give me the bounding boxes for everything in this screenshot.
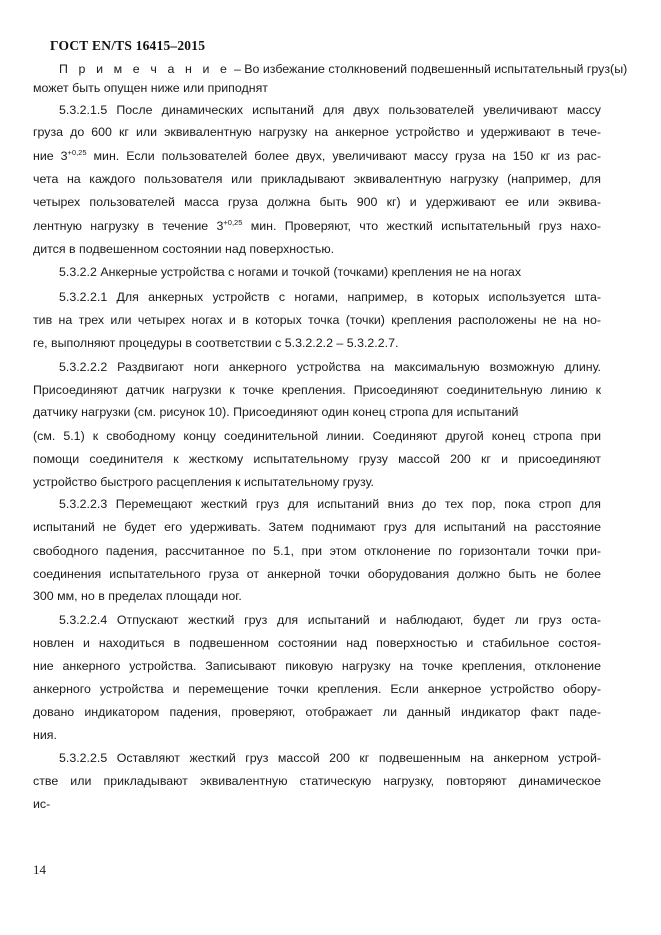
- text-span: мин. Если пользователей более двух, увеличивают массу груза на 150 кг из рас-: [86, 149, 601, 163]
- para-5-3-2-2-1-line-3: ге, выполняют процедуры в соответствии с 5.3.2.2.2 – 5.3.2.2.7.: [33, 336, 399, 350]
- para-5-3-2-2-2-line-3: датчику нагрузки (см. рисунок 10). Присоединяют один конец стропа для испытаний: [33, 405, 519, 419]
- note-line-1: [33, 61, 628, 77]
- para-5-3-2-2-4-line-4: анкерного устройства и перемещение точки крепления. Если анкерное устройство обору-: [33, 682, 601, 696]
- para-5-3-2-2-3-line-4: соединения испытательного груза от анкерной точки оборудования должно быть не более: [33, 567, 601, 581]
- para-5-3-2-2-4-line-2: новлен и находиться в подвешенном состоянии над поверхностью и стабильное состоя-: [33, 636, 601, 650]
- para-5-3-2-2-2-line-1: 5.3.2.2.2 Раздвигают ноги анкерного устройства на максимальную возможную длину.: [59, 360, 601, 374]
- para-5-3-2-2-4-line-1: 5.3.2.2.4 Отпускают жесткий груз для испытаний и наблюдают, будет ли груз оста-: [59, 613, 601, 627]
- para-5-3-2-1-5-line-7: дится в подвешенном состоянии над поверхностью.: [33, 242, 335, 256]
- para-5-3-2-2-4-line-6: ния.: [33, 728, 57, 742]
- para-5-3-2-2-2-line-6: устройство быстрого расцепления к испытательному грузу.: [33, 475, 374, 489]
- para-5-3-2-1-5-line-6: [33, 218, 601, 234]
- note-text: – Во избежание столкновений подвешенный испытательный груз(ы): [230, 62, 628, 76]
- note-label: П р и м е ч а н и е: [59, 62, 231, 76]
- para-5-3-2-1-5-line-4: чета на каждого пользователя или прикладывают эквивалентную нагрузку (например, для: [33, 172, 601, 186]
- para-5-3-2-2-5-line-1: 5.3.2.2.5 Оставляют жесткий груз массой 200 кг подвешенным на анкерном устрой-: [59, 751, 601, 765]
- para-5-3-2-2-2-line-2: Присоединяют датчик нагрузки к точке крепления. Присоединяют соединительную линию к: [33, 383, 601, 397]
- text-span: лентную нагрузку в течение 3: [33, 219, 224, 233]
- para-5-3-2-2-5-line-2: стве или прикладывают эквивалентную статическую нагрузку, повторяют динамическое: [33, 774, 601, 788]
- page-number: 14: [33, 862, 46, 877]
- para-5-3-2-2-1-line-2: тив на трех или четырех ногах и в которых точка (точки) крепления расположены не на но-: [33, 313, 601, 327]
- para-5-3-2-2-3-line-3: свободного падения, рассчитанное по 5.1, при этом отклонение по горизонтали точки при-: [33, 544, 601, 558]
- superscript: +0,25: [223, 218, 243, 227]
- note-line-2: может быть опущен ниже или приподнят: [33, 81, 268, 95]
- para-5-3-2-1-5-line-5: четырех пользователей масса груза должна быть 900 кг) и удерживают ее или эквива-: [33, 195, 601, 209]
- para-5-3-2-1-5-line-1: 5.3.2.1.5 После динамических испытаний для двух пользователей увеличивают массу: [59, 103, 601, 117]
- text-span: мин. Проверяют, что жесткий испытательный груз нахо-: [242, 219, 601, 233]
- para-5-3-2-2-5-line-3: ис-: [33, 797, 51, 811]
- para-5-3-2-2-3-line-1: 5.3.2.2.3 Перемещают жесткий груз для испытаний вниз до тех пор, пока строп для: [59, 497, 601, 511]
- para-5-3-2-2-1-line-1: 5.3.2.2.1 Для анкерных устройств с ногами, например, в которых используется шта-: [59, 290, 601, 304]
- para-5-3-2-1-5-line-3: [33, 148, 601, 164]
- para-5-3-2-2-2-line-5: помощи соединителя к жесткому испытательному грузу массой 200 кг и присоединяют: [33, 452, 601, 466]
- para-5-3-2-1-5-line-2: груза до 600 кг или эквивалентную нагрузку на анкерное устройство и удерживают в тече-: [33, 125, 601, 139]
- standard-header: ГОСТ EN/TS 16415–2015: [50, 38, 206, 53]
- text-span: ние 3: [33, 149, 68, 163]
- para-5-3-2-2-2-line-4: (см. 5.1) к свободному концу соединительной линии. Соединяют другой конец стропа при: [33, 429, 601, 443]
- para-5-3-2-2-3-line-2: испытаний не будет его удерживать. Затем поднимают груз для испытаний на расстояние: [33, 520, 601, 534]
- superscript: +0,25: [67, 148, 87, 157]
- para-5-3-2-2-4-line-5: довано индикатором падения, проверяют, отображает ли данный индикатор факт паде-: [33, 705, 601, 719]
- para-5-3-2-2-3-line-5: 300 мм, но в пределах площади ног.: [33, 589, 242, 603]
- section-5-3-2-2-heading: 5.3.2.2 Анкерные устройства с ногами и точкой (точками) крепления не на ногах: [59, 265, 522, 279]
- para-5-3-2-2-4-line-3: ние анкерного устройства. Записывают пиковую нагрузку на точке крепления, отклонение: [33, 659, 601, 673]
